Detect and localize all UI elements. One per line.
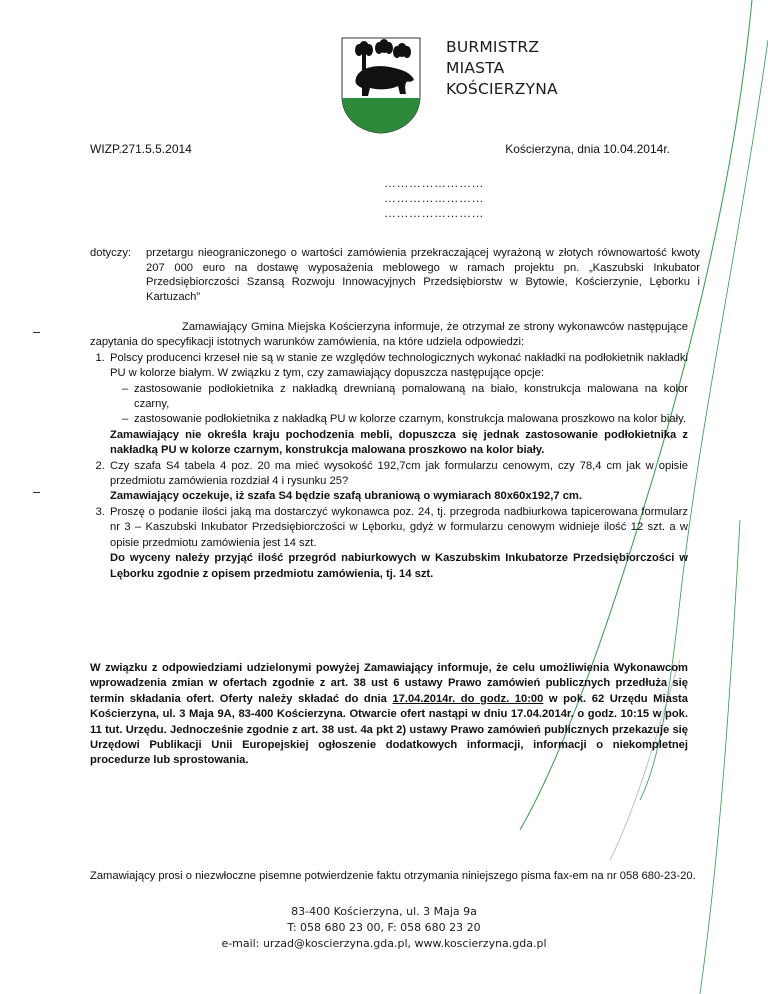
org-line: BURMISTRZ (446, 38, 540, 56)
option-item: – zastosowanie podłokietnika z nakładką drewnianą pomalowaną na biało, konstrukcja malowana na kolor czarny, (122, 382, 688, 413)
subject-label: dotyczy: (90, 247, 132, 259)
question-text: Proszę o podanie ilości jaką ma dostarczyć wykonawca poz. 24, tj. przegroda nadbiurkowa tapicerowana formularz nr 3 – Kaszubski Inkubator Przedsiębiorczości w Lęborku, gdyż w formularzu cenowym widnieje ilość 12 szt. a w opisie przedmiotu zamówienia jest 14 szt. (110, 505, 688, 549)
subject-text: przetargu nieograniczonego o wartości zamówienia przekraczającej wyrażoną w złotych równowartość kwoty 207 000 euro na dostawę wyposażenia meblowego w ramach projektu pn. „Kaszubski Inkubator Przedsiębiorczości Szansą Rozwoju Innowacyjnych Przedsiębiorstw w Bytowie, Kościerzynie, Lęborku i Kartuzach” (146, 247, 700, 303)
place-date: Kościerzyna, dnia 10.04.2014r. (505, 142, 670, 156)
footer-address: 83-400 Kościerzyna, ul. 3 Maja 9a (291, 905, 477, 918)
deadline-text-part1: W związku z odpowiedziami udzielonymi powyżej Zamawiający informuje, że celu umożliwienia Wykonawcom wprowadzenia zmian w ofertach zgodnie z art. 38 ust 6 ustawy Prawo zamówień publicznych przedłuża się termin składania ofert. Oferty należy składać do dnia (90, 662, 688, 705)
footer-phone: T: 058 680 23 00, F: 058 680 23 20 (287, 921, 481, 934)
confirmation-request: Zamawiający prosi o niezwłoczne pisemne potwierdzenie faktu otrzymania niniejszego pisma fax-em na nr 058 680-23-20. (90, 870, 696, 882)
recipient-line: …………………… (384, 176, 484, 190)
footer-contact (0, 904, 768, 952)
question-text: Czy szafa S4 tabela 4 poz. 20 ma mieć wysokość 192,7cm jak formularzu cenowym, czy 78,4 cm jak w opisie przedmiotu zamówienia rozdział 4 i rysunku 25? (110, 459, 688, 488)
deadline-text-part2: w pok. 62 Urzędu Miasta Kościerzyna, ul. 3 Maja 9A, 83-400 Kościerzyna. Otwarcie ofert nastąpi w dniu 17.04.2014r. o godz. 10:15 w pok. 11 tut. Urzędu. Jednocześnie zgodnie z art. 38 ust. 4a pkt 2) ustawy Prawo zamówień publicznych przekazuje się Urzędowi Publikacji Unii Europejskiej ogłoszenie dodatkowych informacji, informacji o niekompletnej procedurze lub sprostowania. (90, 692, 688, 767)
margin-mark (33, 492, 40, 493)
organization-name (446, 37, 558, 100)
answer-text: Zamawiający nie określa kraju pochodzenia mebli, dopuszcza się jednak zastosowanie podłokietnika z nakładką PU w kolorze czarnym, konstrukcja malowana proszkowo na kolor biały. (110, 428, 688, 457)
deadline-paragraph (90, 661, 688, 769)
option-item: – zastosowanie podłokietnika z nakładką PU w kolorze czarnym, konstrukcja malowana proszkowo na kolor biały. (122, 412, 688, 427)
recipient-line: …………………… (384, 206, 484, 220)
question-text: Polscy producenci krzeseł nie są w stanie ze względów technologicznych wykonać nakładki na podłokietnik nakładki PU w kolorze białym. W związku z tym, czy zamawiający dopuszcza następujące opcje: (110, 351, 688, 380)
reference-number: WIZP.271.5.5.2014 (90, 142, 192, 156)
deadline-date: 17.04.2014r. do godz. 10:00 (392, 692, 544, 705)
footer-email: e-mail: urzad@koscierzyna.gda.pl, www.koscierzyna.gda.pl (221, 937, 547, 950)
questions-list (90, 351, 688, 582)
coat-of-arms-logo (340, 36, 422, 134)
question-item (108, 459, 688, 505)
letter-body (90, 320, 688, 582)
options-list (110, 382, 688, 428)
question-item (108, 505, 688, 582)
answer-text: Zamawiający oczekuje, iż szafa S4 będzie szafą ubraniową o wymiarach 80x60x192,7 cm. (110, 490, 582, 503)
org-line: MIASTA (446, 59, 505, 77)
margin-mark (33, 332, 40, 333)
recipient-line: …………………… (384, 191, 484, 205)
org-line: KOŚCIERZYNA (446, 80, 558, 98)
intro-paragraph: Zamawiający Gmina Miejska Kościerzyna informuje, że otrzymał ze strony wykonawców następujące zapytania do specyfikacji istotnych warunków zamówienia, na które udziela odpowiedzi: (90, 321, 688, 349)
question-item (108, 351, 688, 459)
answer-text: Do wyceny należy przyjąć ilość przegród nabiurkowych w Kaszubskim Inkubatorze Przedsiębiorczości w Lęborku zgodnie z opisem przedmiotu zamówienia, tj. 14 szt. (110, 552, 688, 580)
subject-section (90, 246, 700, 304)
recipient-placeholder (384, 176, 484, 221)
